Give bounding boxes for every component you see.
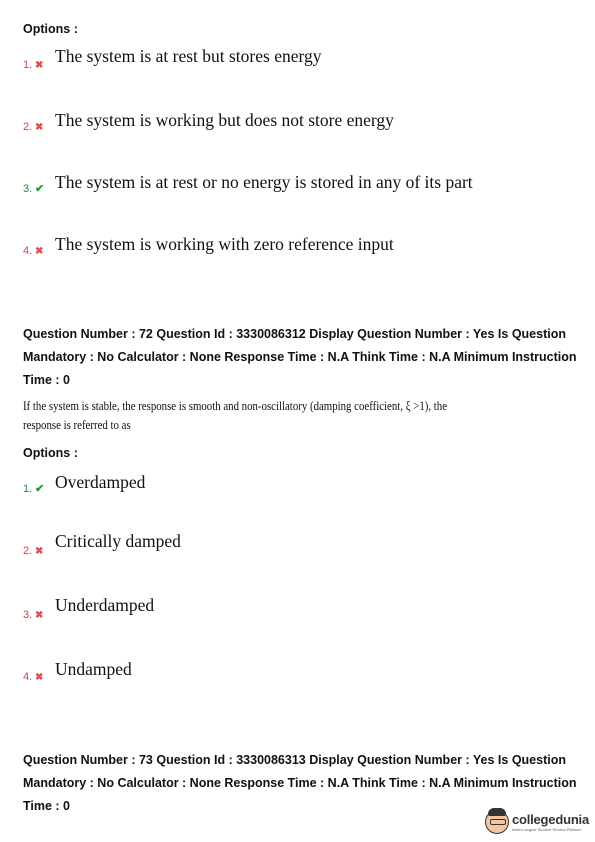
- check-icon: ✔: [35, 183, 45, 195]
- meta-line: Mandatory : No Calculator : None Response Time : N.A Think Time : N.A Minimum Instruction: [23, 350, 577, 364]
- option-text: The system is working with zero reference input: [55, 234, 394, 254]
- logo-tagline: India's largest Student Review Platform: [511, 827, 582, 832]
- option-number: 2.: [23, 121, 33, 133]
- option-4[interactable]: [23, 659, 132, 683]
- option-text: Underdamped: [55, 595, 155, 615]
- cross-icon: ✖: [35, 60, 44, 71]
- option-number: 1.: [23, 483, 33, 495]
- meta-line: Question Number : 73 Question Id : 3330086313 Display Question Number : Yes Is Question: [23, 753, 566, 767]
- option-text: The system is working but does not store energy: [55, 110, 394, 130]
- question-line: response is referred to as: [23, 418, 131, 432]
- option-1[interactable]: [23, 474, 145, 495]
- option-4[interactable]: [23, 236, 394, 257]
- meta-line: Time : 0: [23, 373, 71, 387]
- question-line: If the system is stable, the response is smooth and non-oscillatory (damping coefficient, ξ >1), the: [23, 399, 448, 413]
- cross-icon: ✖: [35, 122, 44, 133]
- question-text: [23, 397, 448, 435]
- option-text: Critically damped: [55, 531, 181, 551]
- meta-line: Time : 0: [23, 799, 71, 813]
- option-number: 1.: [23, 59, 33, 71]
- cross-icon: ✖: [35, 246, 44, 257]
- question-meta: [23, 323, 583, 392]
- option-number: 2.: [23, 545, 33, 557]
- check-icon: ✔: [35, 483, 45, 495]
- option-2[interactable]: [23, 112, 394, 133]
- cross-icon: ✖: [35, 610, 44, 621]
- option-text: The system is at rest but stores energy: [55, 46, 322, 66]
- meta-line: Question Number : 72 Question Id : 3330086312 Display Question Number : Yes Is Question: [23, 327, 566, 341]
- cross-icon: ✖: [35, 672, 44, 683]
- options-heading: Options :: [23, 22, 78, 36]
- option-text: The system is at rest or no energy is stored in any of its part: [55, 172, 473, 192]
- option-2[interactable]: [23, 531, 181, 557]
- option-number: 3.: [23, 609, 33, 621]
- collegedunia-logo: [485, 810, 589, 834]
- option-text: Undamped: [55, 659, 132, 679]
- mascot-icon: [485, 810, 509, 834]
- meta-line: Mandatory : No Calculator : None Response Time : N.A Think Time : N.A Minimum Instruction: [23, 776, 577, 790]
- option-text: Overdamped: [55, 472, 146, 492]
- option-3[interactable]: [23, 174, 473, 195]
- option-number: 3.: [23, 183, 33, 195]
- logo-name: collegedunia: [511, 812, 589, 827]
- option-number: 4.: [23, 671, 33, 683]
- cross-icon: ✖: [35, 546, 44, 557]
- option-number: 4.: [23, 245, 33, 257]
- option-3[interactable]: [23, 595, 155, 621]
- option-1[interactable]: [23, 46, 322, 71]
- options-heading: Options :: [23, 446, 78, 460]
